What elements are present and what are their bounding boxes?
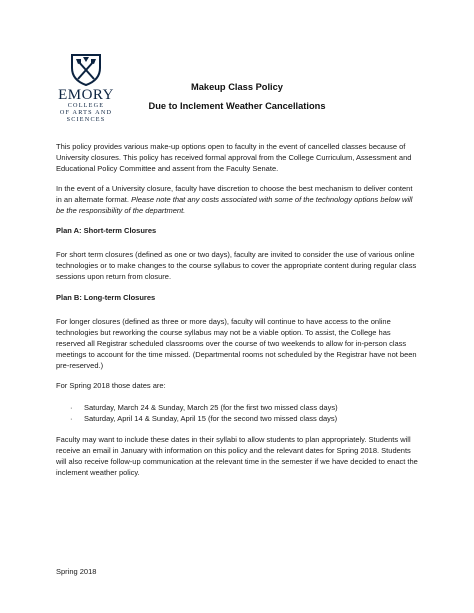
logo-line-college: COLLEGE <box>67 102 105 109</box>
closure-text: In the event of a University closure, faculty have discretion to choose the best mechanism to deliver content in an alternate format. <box>56 184 413 204</box>
intro-paragraph: This policy provides various make-up options open to faculty in the event of cancelled classes because of University closures. This policy has received formal approval from the College Curriculum, Assessment and Educational Policy Committee and assent from the Faculty Senate. <box>56 142 412 173</box>
dates-list <box>70 402 420 424</box>
closing-paragraph: Faculty may want to include these dates in their syllabi to allow students to plan appropriately. Students will receive an email in January with information on this policy and the relevant dates for Spring 2018. Students will also receive follow-up communication at the relevant time in the semester if we have decided to enact the inclement weather policy. <box>56 435 418 477</box>
logo-name: EMORY <box>58 87 114 103</box>
closure-paragraph <box>56 183 420 216</box>
document-subtitle: Due to Inclement Weather Cancellations <box>148 101 326 111</box>
plan-b-heading: Plan B: Long-term Closures <box>56 293 156 302</box>
bullet-dot: · <box>70 414 73 423</box>
document-title: Makeup Class Policy <box>191 82 283 92</box>
plan-a-heading: Plan A: Short-term Closures <box>56 226 157 235</box>
footer-date: Spring 2018 <box>56 567 97 576</box>
dates-intro: For Spring 2018 those dates are: <box>56 381 166 390</box>
date-text: Saturday, April 14 & Sunday, April 15 (for the second two missed class days) <box>84 414 338 423</box>
plan-b-body: For longer closures (defined as three or more days), faculty will continue to have access to the online technologies but reworking the course syllabus may not be a viable option. To assist, the College has reserved all Registrar scheduled classrooms over the course of two weekends to allow for in-person class meetings to account for the time missed. (Departmental rooms not scheduled by the Registrar have not been pre-reserved.) <box>56 317 417 370</box>
logo-line-arts: OF ARTS AND <box>59 109 113 117</box>
list-item <box>70 413 420 424</box>
shield-crest-icon <box>66 52 106 86</box>
closure-note-italic: Please note that any costs associated with some of the technology options below will be the responsibility of the department. <box>56 195 413 215</box>
plan-a-body: For short term closures (defined as one or two days), faculty are invited to consider the use of various online technologies or to make changes to the course syllabus to cover the appropriate content during regular class sessions upon return from closure. <box>56 250 417 281</box>
list-item <box>70 402 420 413</box>
logo-line-sciences: SCIENCES <box>66 116 106 124</box>
bullet-dot: · <box>70 403 73 412</box>
date-text: Saturday, March 24 & Sunday, March 25 (for the first two missed class days) <box>84 403 338 412</box>
